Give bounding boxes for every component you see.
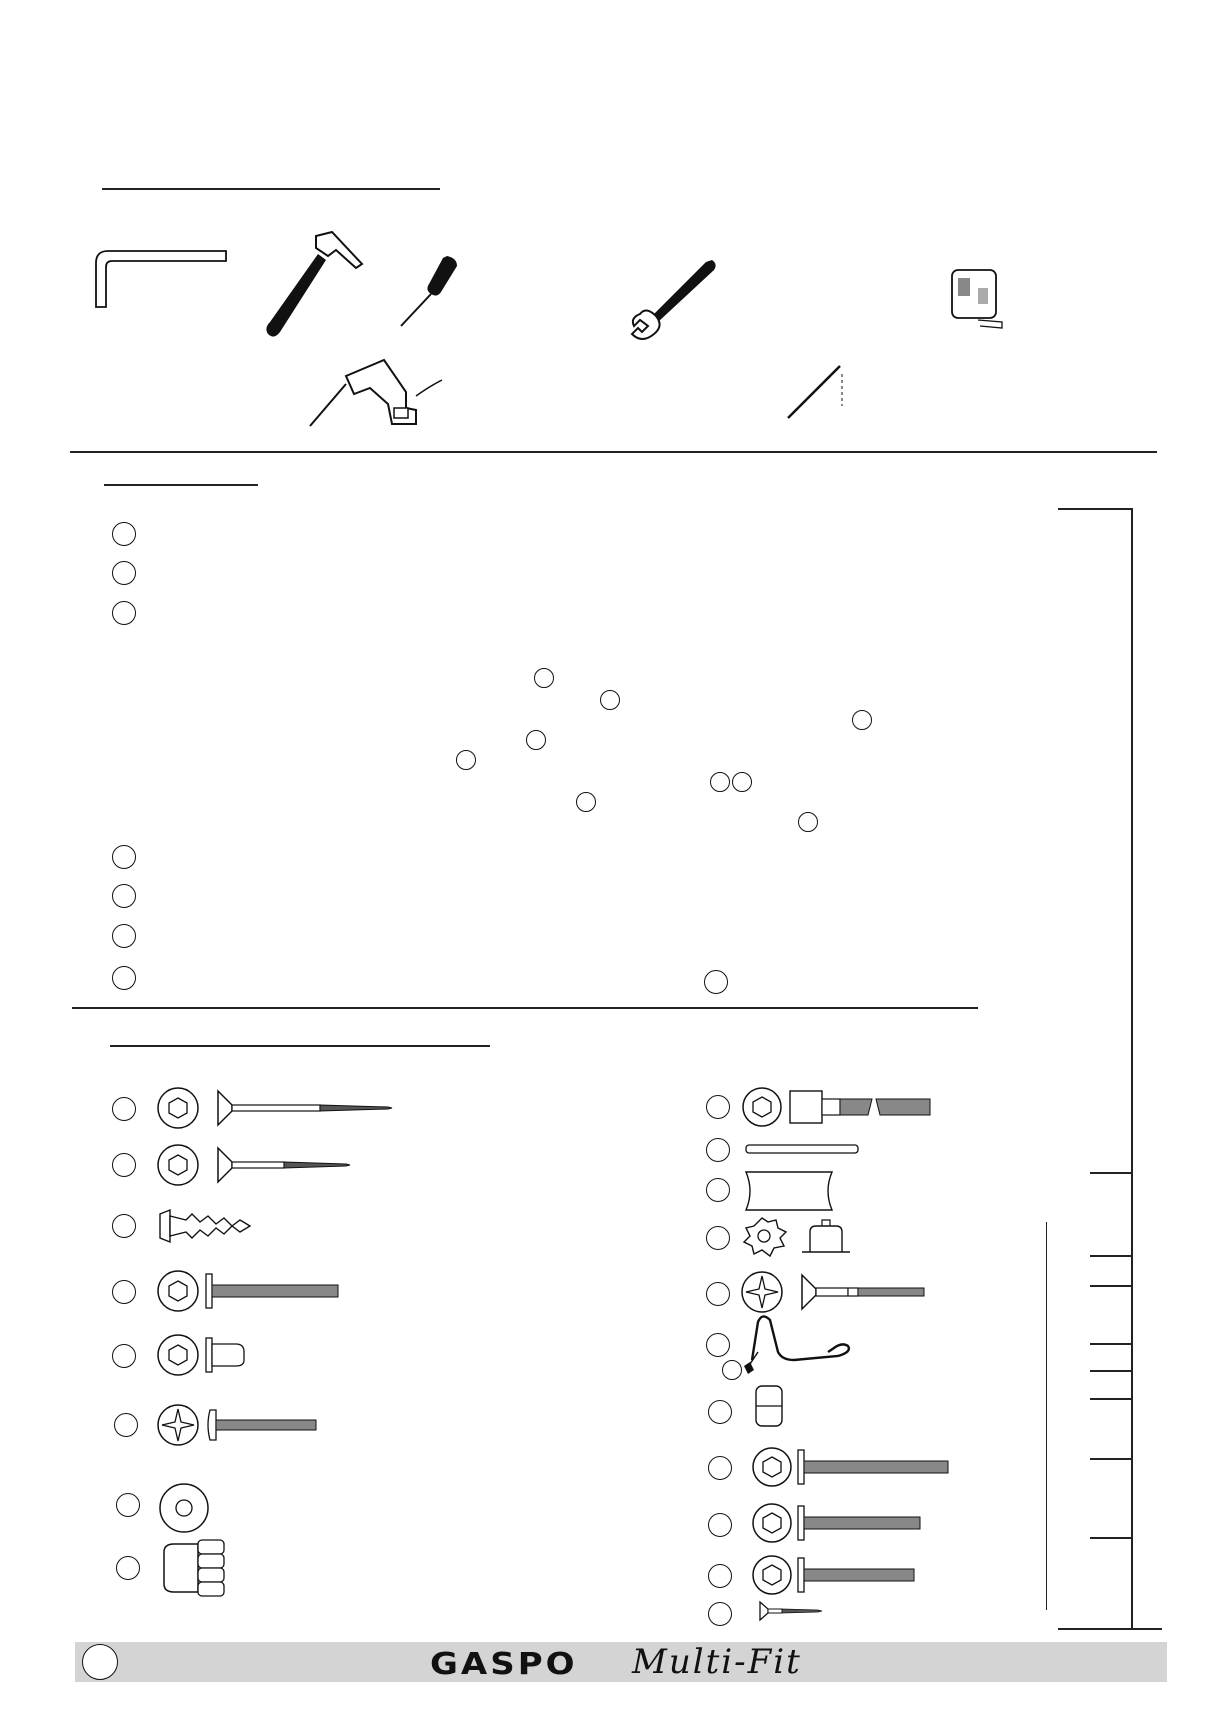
brand-logo: GASPO [430, 1646, 578, 1682]
inline-ref-marker [526, 730, 546, 750]
part-marker [706, 1178, 730, 1202]
screwdriver-icon [395, 252, 465, 332]
part-marker-small [722, 1360, 742, 1380]
part-marker [112, 1344, 136, 1368]
right-tick-2 [1090, 1255, 1132, 1257]
step-marker-8 [704, 970, 728, 994]
step-marker-7 [112, 966, 136, 990]
wire-hook-icon [742, 1308, 862, 1378]
dowel-rod-icon [742, 1140, 862, 1160]
part-marker [706, 1226, 730, 1250]
hex-coupling-nut-icon [752, 1382, 788, 1430]
part-marker [708, 1456, 732, 1480]
phillips-machine-screw-icon [156, 1402, 326, 1448]
part-marker [708, 1400, 732, 1424]
inline-ref-marker [852, 710, 872, 730]
part-marker [112, 1097, 136, 1121]
tape-measure-icon [948, 266, 1008, 330]
allen-bolt-medium-icon [156, 1268, 346, 1314]
allen-bolt-short-icon [752, 1500, 932, 1546]
right-tick-3 [1090, 1285, 1132, 1287]
pencil-icon [780, 362, 850, 422]
long-countersunk-wood-screw-icon [156, 1085, 396, 1131]
step-marker-3 [112, 601, 136, 625]
part-marker [112, 1153, 136, 1177]
page-number-circle [82, 1644, 118, 1680]
parts-heading-rule [110, 1045, 490, 1047]
part-marker [116, 1493, 140, 1517]
allen-bolt-long-icon [752, 1444, 952, 1490]
right-inner-vertical [1046, 1222, 1047, 1610]
footer-band [75, 1642, 1167, 1682]
part-marker [114, 1413, 138, 1437]
right-tick-8 [1090, 1537, 1132, 1539]
connector-bolt-icon [742, 1085, 942, 1129]
right-bracket-vertical [1131, 508, 1133, 1630]
part-marker [112, 1280, 136, 1304]
right-tick-5 [1090, 1370, 1132, 1372]
inline-ref-marker [600, 690, 620, 710]
part-marker [708, 1602, 732, 1626]
right-bracket-bottom [1058, 1628, 1162, 1630]
part-marker [112, 1214, 136, 1238]
part-marker [706, 1333, 730, 1357]
right-bracket-top [1058, 508, 1133, 510]
step-marker-2 [112, 561, 136, 585]
inline-ref-marker [732, 772, 752, 792]
step-marker-4 [112, 845, 136, 869]
right-tick-7 [1090, 1458, 1132, 1460]
right-tick-4 [1090, 1343, 1132, 1345]
cap-nut-icon [156, 1538, 236, 1598]
brand-tagline: Multi-Fit [632, 1642, 802, 1682]
tee-nut-icon [742, 1212, 872, 1260]
adjustable-wrench-icon [620, 256, 720, 346]
drill-icon [306, 356, 446, 430]
inline-ref-marker [798, 812, 818, 832]
hammer-icon [258, 230, 368, 345]
step-marker-1 [112, 522, 136, 546]
part-marker [706, 1138, 730, 1162]
wall-plug-icon [156, 1208, 266, 1244]
inline-ref-marker [534, 668, 554, 688]
countersunk-wood-screw-icon [156, 1142, 376, 1188]
section-divider-2 [72, 1007, 978, 1009]
instructions-heading-rule [104, 484, 258, 486]
step-marker-6 [112, 924, 136, 948]
right-tick-1 [1090, 1172, 1132, 1174]
part-marker [708, 1564, 732, 1588]
step-marker-5 [112, 884, 136, 908]
right-tick-6 [1090, 1398, 1132, 1400]
washer-icon [156, 1480, 212, 1536]
inline-ref-marker [576, 792, 596, 812]
part-marker [116, 1556, 140, 1580]
barrel-nut-icon [156, 1332, 256, 1378]
tools-heading-rule [102, 188, 440, 190]
spacer-block-icon [742, 1168, 842, 1214]
inline-ref-marker [710, 772, 730, 792]
part-marker [706, 1282, 730, 1306]
allen-bolt-smallest-icon [752, 1552, 922, 1598]
inline-ref-marker [456, 750, 476, 770]
allen-key-icon [88, 245, 228, 315]
part-marker [708, 1513, 732, 1537]
part-marker [706, 1095, 730, 1119]
section-divider-1 [70, 451, 1157, 453]
small-countersunk-screw-icon [756, 1598, 826, 1624]
